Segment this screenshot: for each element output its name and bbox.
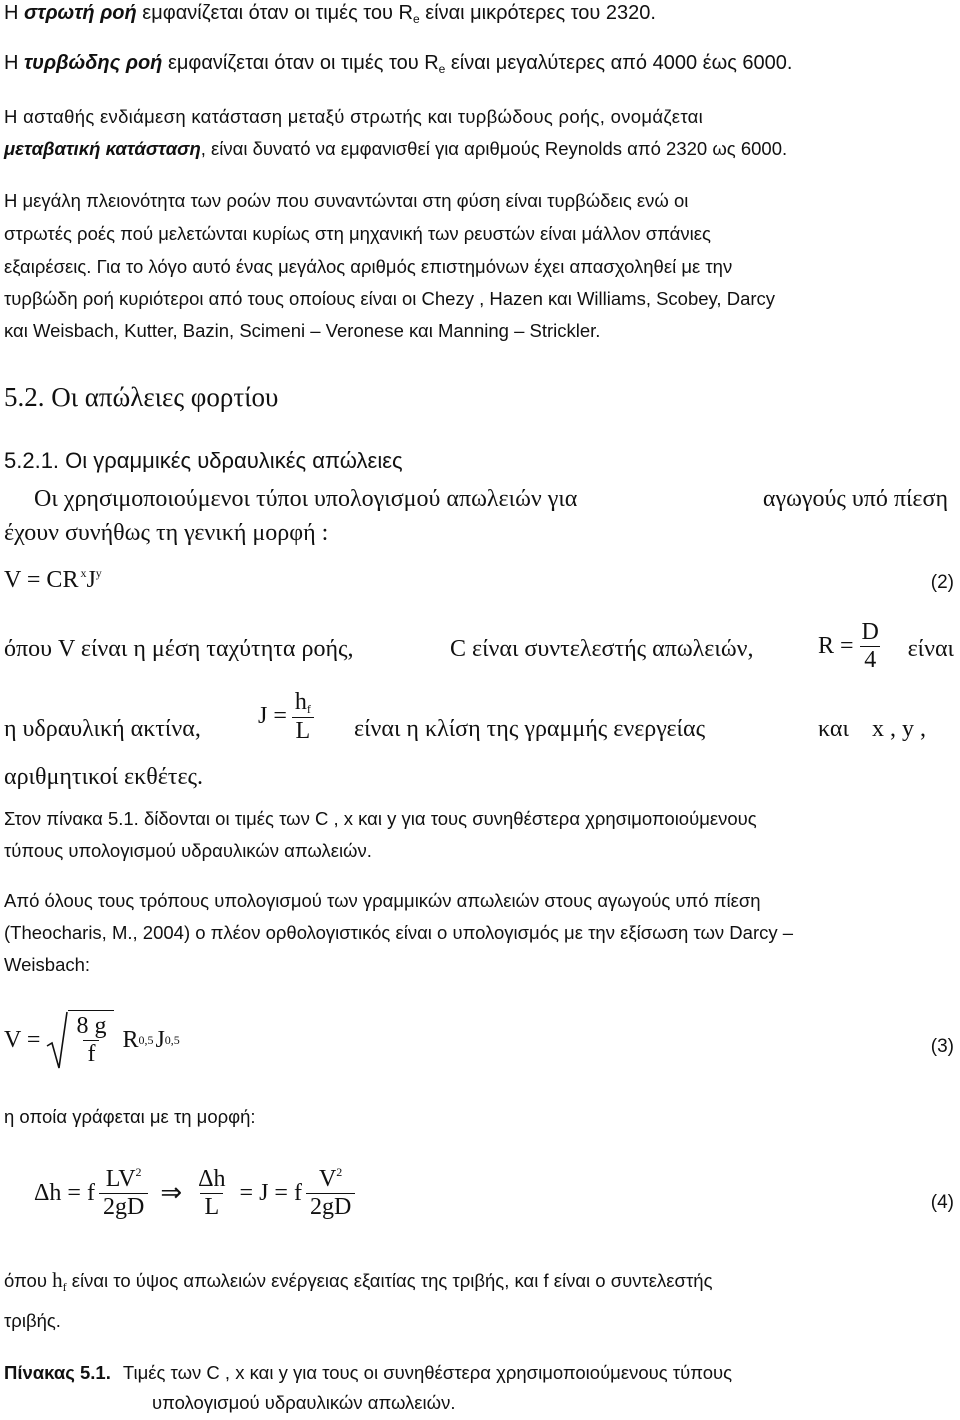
equation-text: R bbox=[122, 1026, 139, 1053]
symbol-h: h bbox=[52, 1268, 63, 1292]
table-caption bbox=[4, 1362, 732, 1384]
paragraph-line: τύπους υπολογισμού υδραυλικών απωλειών. bbox=[4, 840, 372, 861]
exponent: x bbox=[80, 566, 87, 580]
exponent: 2 bbox=[336, 1165, 343, 1179]
equation-text: Δh = f bbox=[34, 1179, 95, 1206]
paragraph-hf-definition bbox=[4, 1268, 712, 1295]
paragraph-line: στρωτές ροές πού μελετώνται κυρίως στη μηχανική των ρευστών είναι μάλλον σπάνιες bbox=[4, 223, 711, 244]
paragraph-line: η οποία γράφεται με τη μορφή: bbox=[4, 1106, 256, 1127]
equation-text: J bbox=[155, 1026, 165, 1053]
text: αγωγούς υπό πίεση bbox=[762, 486, 948, 512]
text: Η bbox=[4, 52, 24, 74]
fraction bbox=[306, 1166, 355, 1220]
paragraph-line: Η μεγάλη πλειονότητα των ροών που συναντώνται στη φύση είναι τυρβώδεις ενώ οι bbox=[4, 190, 689, 211]
table-caption-line2: υπολογισμού υδραυλικών απωλειών. bbox=[152, 1392, 456, 1413]
denominator: 4 bbox=[860, 646, 880, 673]
paragraph-line: Από όλους τους τρόπους υπολογισμού των γραμμικών απωλειών στους αγωγούς υπό πίεση bbox=[4, 890, 761, 911]
caption-label: Πίνακας 5.1. bbox=[4, 1362, 111, 1383]
definition-J: είναι η κλίση της γραμμής ενεργείας bbox=[354, 716, 706, 742]
equation-number-2: (2) bbox=[930, 572, 954, 593]
numerator bbox=[291, 690, 315, 717]
text: είναι bbox=[907, 636, 954, 662]
denominator: 2gD bbox=[306, 1193, 355, 1220]
denominator: f bbox=[83, 1040, 99, 1067]
text: Οι χρησιμοποιούμενοι τύποι υπολογισμού απωλειών για bbox=[34, 486, 578, 512]
symbol-h: h bbox=[294, 689, 307, 715]
text: όπου bbox=[4, 1270, 53, 1291]
equation-text: V = bbox=[4, 1026, 41, 1053]
denominator: 2gD bbox=[99, 1193, 148, 1220]
equation-text: LV bbox=[105, 1166, 136, 1192]
text: Η bbox=[4, 2, 24, 24]
numerator: 8 g bbox=[76, 1012, 107, 1039]
fraction bbox=[291, 690, 315, 744]
equation-number-3: (3) bbox=[930, 1036, 954, 1057]
paragraph-line: (Theocharis, M., 2004) ο πλέον ορθολογιστικός είναι ο υπολογισμός με την εξίσωση των Darcy – bbox=[4, 922, 794, 943]
paragraph-line: εξαιρέσεις. Για το λόγο αυτό ένας μεγάλος αριθμός επιστημόνων έχει απασχοληθεί με την bbox=[4, 256, 733, 277]
subscript: f bbox=[306, 702, 311, 716]
definition-R: η υδραυλική ακτίνα, bbox=[4, 716, 201, 742]
exponent: 0,5 bbox=[164, 1032, 180, 1047]
text: x , y , bbox=[872, 716, 926, 742]
formula-J bbox=[258, 690, 319, 744]
numerator bbox=[102, 1166, 146, 1193]
paragraph-line: και Weisbach, Kutter, Bazin, Scimeni – Veronese και Manning – Strickler. bbox=[4, 320, 601, 341]
equation-4 bbox=[34, 1166, 359, 1220]
paragraph-formula-intro-line2: έχουν συνήθως τη γενική μορφή : bbox=[4, 520, 329, 546]
denominator: L bbox=[200, 1193, 223, 1220]
implies-arrow-icon: ⇒ bbox=[160, 1178, 183, 1208]
denominator: L bbox=[292, 717, 315, 744]
paragraph-transition-line1: Η ασταθής ενδιάμεση κατάσταση μεταξύ στρωτής και τυρβώδους ροής, ονομάζεται bbox=[4, 106, 704, 127]
exponent: 2 bbox=[135, 1165, 142, 1179]
equation-text: J = bbox=[258, 703, 287, 730]
fraction bbox=[858, 620, 883, 673]
exponent: 0,5 bbox=[138, 1032, 154, 1047]
subscript: e bbox=[438, 62, 446, 76]
section-heading-5-2: 5.2. Οι απώλειες φορτίου bbox=[4, 382, 279, 412]
definition-V: όπου V είναι η μέση ταχύτητα ροής, bbox=[4, 636, 354, 662]
equation-text: J bbox=[86, 567, 96, 593]
caption-text: Τιμές των C , x και y για τους οι συνηθέστερα χρησιμοποιούμενους τύπους bbox=[122, 1362, 733, 1383]
definition-C: C είναι συντελεστής απωλειών, bbox=[450, 636, 754, 662]
term-laminar-flow: στρωτή ροή bbox=[24, 2, 137, 24]
text: είναι το ύψος απωλειών ενέργειας εξαιτίας της τριβής, και f είναι ο συντελεστής bbox=[66, 1270, 713, 1291]
text: εμφανίζεται όταν οι τιμές του R bbox=[162, 52, 439, 74]
equation-text: V bbox=[318, 1166, 337, 1192]
section-heading-5-2-1: 5.2.1. Οι γραμμικές υδραυλικές απώλειες bbox=[4, 448, 403, 473]
equation-2 bbox=[4, 566, 102, 594]
numerator bbox=[315, 1166, 346, 1193]
text: είναι μεγαλύτερες από 4000 έως 6000. bbox=[445, 52, 793, 74]
text: εμφανίζεται όταν οι τιμές του R bbox=[136, 2, 413, 24]
numerator: Δh bbox=[198, 1165, 226, 1192]
formula-R bbox=[818, 620, 887, 673]
text: , είναι δυνατό να εμφανισθεί για αριθμούς Reynolds από 2320 ως 6000. bbox=[200, 138, 788, 159]
subscript: f bbox=[62, 1280, 67, 1294]
fraction bbox=[72, 1014, 110, 1067]
term-turbulent-flow: τυρβώδης ροή bbox=[24, 52, 163, 74]
text: και bbox=[818, 716, 849, 742]
square-root bbox=[46, 1010, 114, 1070]
paragraph-transition-line2 bbox=[4, 138, 787, 160]
term-transition-state: μεταβατική κατάσταση bbox=[4, 138, 201, 159]
paragraph-line: τυρβώδη ροή κυριότεροι από τους οποίους είναι οι Chezy , Hazen και Williams, Scobey, Darcy bbox=[4, 288, 776, 309]
paragraph-line: τριβής. bbox=[4, 1310, 61, 1331]
paragraph-turbulent-flow bbox=[4, 52, 792, 76]
paragraph-formula-intro-line1 bbox=[4, 486, 954, 513]
equation-3 bbox=[4, 1010, 180, 1070]
paragraph-line: Weisbach: bbox=[4, 954, 91, 975]
equation-text: R = bbox=[818, 633, 854, 660]
paragraph-laminar-flow bbox=[4, 2, 656, 26]
equation-text: = J = f bbox=[239, 1179, 302, 1206]
equation-number-4: (4) bbox=[930, 1192, 954, 1213]
subscript: e bbox=[412, 12, 420, 26]
definition-exponents: αριθμητικοί εκθέτες. bbox=[4, 764, 204, 790]
numerator: D bbox=[861, 619, 879, 645]
fraction bbox=[99, 1166, 148, 1220]
equation-text: V = CR bbox=[4, 567, 79, 593]
text: είναι μικρότερες του 2320. bbox=[419, 2, 656, 24]
radical-sign-icon bbox=[46, 1010, 68, 1070]
paragraph-line: Στον πίνακα 5.1. δίδονται οι τιμές των C , x και y για τους συνηθέστερα χρησιμοποιούμενους bbox=[4, 808, 757, 829]
fraction bbox=[194, 1167, 229, 1220]
exponent: y bbox=[95, 566, 102, 580]
